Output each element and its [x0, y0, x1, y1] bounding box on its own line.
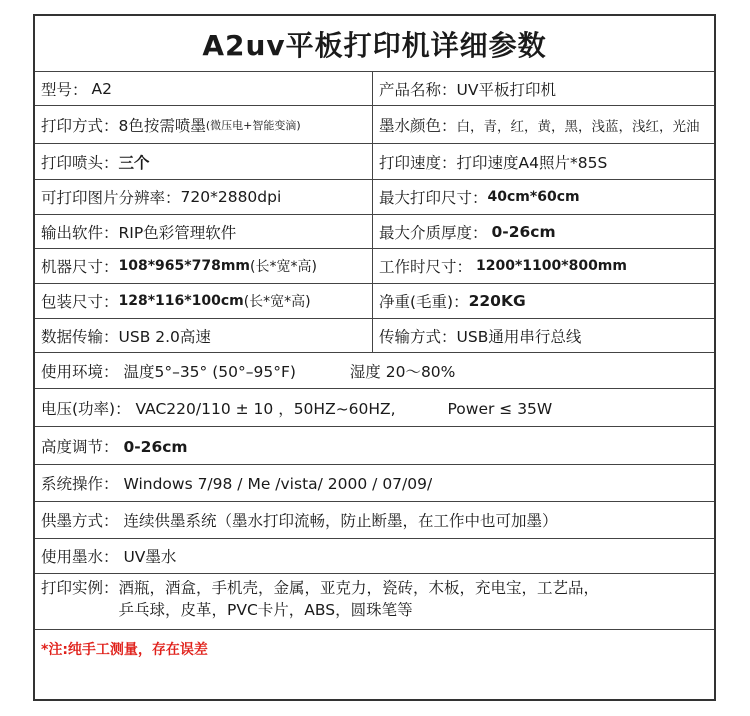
spec-row — [35, 249, 714, 284]
spec-value: 1200*1100*800mm — [476, 258, 627, 274]
spec-speed — [373, 144, 714, 179]
spec-value: 连续供墨系统（墨水打印流畅，防止断墨，在工作中也可加墨） — [123, 512, 558, 530]
spec-label: 机器尺寸： — [41, 258, 119, 276]
spec-value: Windows 7/98 / Me /vista/ 2000 / 07/09/ — [123, 475, 433, 493]
spec-value: 108*965*778mm — [118, 258, 251, 274]
spec-height-adjust — [35, 435, 188, 457]
spec-row — [35, 144, 714, 180]
spec-row-ink-supply — [35, 502, 714, 539]
spec-label: 高度调节： — [41, 437, 119, 456]
spec-ink-used — [35, 545, 176, 567]
spec-value: 温度5°–35° (50°–95°F) — [123, 362, 296, 381]
spec-label: 打印喷头： — [41, 153, 119, 172]
spec-examples — [35, 574, 599, 621]
spec-value: RIP色彩管理软件 — [118, 223, 237, 242]
spec-label: 传输方式： — [379, 327, 457, 346]
spec-value: UV平板打印机 — [456, 80, 556, 99]
spec-label: 系统操作： — [41, 475, 119, 493]
spec-examples-line: 酒瓶，酒盒，手机壳，金属，亚克力，瓷砖，木板，充电宝，工艺品， — [118, 579, 600, 597]
spec-label: 净重(毛重)： — [379, 293, 469, 311]
spec-value: 0-26cm — [491, 222, 556, 241]
spec-resolution — [35, 180, 373, 214]
spec-data-transfer — [35, 319, 373, 352]
spec-row — [35, 106, 714, 144]
spec-sheet — [33, 14, 716, 701]
page-title: A2uv平板打印机详细参数 — [35, 16, 714, 72]
spec-label: 电压(功率)： — [41, 399, 131, 418]
spec-label: 打印速度： — [379, 153, 457, 172]
spec-label: 工作时尺寸： — [379, 258, 473, 276]
spec-row — [35, 72, 714, 106]
spec-row-examples — [35, 574, 714, 630]
spec-value: A2 — [91, 79, 112, 98]
remark-note: *注:纯手工测量，存在误差 — [41, 641, 208, 658]
spec-max-print — [373, 180, 714, 214]
spec-environment — [35, 360, 455, 382]
spec-ink-supply — [35, 509, 557, 531]
spec-label: 打印实例： — [41, 579, 119, 597]
spec-value: 40cm*60cm — [487, 189, 580, 205]
spec-label: 使用环境： — [41, 362, 119, 381]
spec-max-thickness — [373, 215, 714, 248]
spec-power: Power ≤ 35W — [447, 399, 553, 418]
spec-value: 白，青，红，黄，黑，浅蓝，浅红，光油 — [456, 118, 700, 135]
spec-row — [35, 284, 714, 319]
spec-os — [35, 472, 432, 494]
spec-label: 打印方式： — [41, 116, 119, 135]
spec-model — [35, 72, 373, 105]
spec-examples-values — [119, 577, 600, 621]
spec-nozzle — [35, 144, 373, 179]
spec-unit: (长*宽*高) — [243, 294, 311, 310]
spec-voltage — [35, 397, 552, 419]
spec-label: 型号： — [41, 80, 88, 99]
spec-product-name — [373, 72, 714, 105]
spec-work-size — [373, 249, 714, 283]
spec-value: 三个 — [118, 153, 150, 172]
spec-label: 供墨方式： — [41, 512, 119, 530]
spec-row — [35, 215, 714, 249]
spec-label: 墨水颜色： — [379, 116, 457, 135]
spec-label: 最大介质厚度： — [379, 223, 488, 242]
spec-print-mode — [35, 106, 373, 143]
spec-row-os — [35, 465, 714, 502]
spec-humidity: 湿度 20～80% — [349, 362, 456, 381]
spec-value: USB通用串行总线 — [456, 327, 582, 346]
spec-row-voltage — [35, 389, 714, 427]
spec-label: 使用墨水： — [41, 548, 119, 566]
spec-label: 包装尺寸： — [41, 293, 119, 311]
spec-value: VAC220/110 ± 10 ，50HZ~60HZ, — [135, 399, 396, 418]
spec-value: 8色按需喷墨 — [118, 116, 206, 135]
spec-label: 输出软件： — [41, 223, 119, 242]
spec-value: 128*116*100cm — [118, 293, 244, 309]
spec-label: 产品名称： — [379, 80, 457, 99]
spec-label: 可打印图片分辨率： — [41, 189, 181, 207]
spec-ink-colors — [373, 106, 714, 143]
spec-value: 打印速度A4照片*85S — [456, 153, 608, 172]
spec-software — [35, 215, 373, 248]
spec-value: 720*2880dpi — [180, 188, 282, 206]
spec-examples-line: 乒乓球，皮革，PVC卡片，ABS，圆珠笔等 — [118, 601, 413, 619]
spec-machine-size — [35, 249, 373, 283]
spec-value: 220KG — [468, 292, 526, 310]
spec-row-remark — [35, 630, 714, 667]
spec-value: 0-26cm — [123, 437, 188, 456]
spec-value: UV墨水 — [123, 548, 177, 566]
spec-row — [35, 319, 714, 353]
spec-label: 最大打印尺寸： — [379, 189, 488, 207]
spec-row-ink-used — [35, 539, 714, 574]
spec-row-height — [35, 427, 714, 465]
spec-package-size — [35, 284, 373, 318]
spec-weight — [373, 284, 714, 318]
spec-row-environment — [35, 353, 714, 389]
spec-note: (微压电+智能变滴) — [205, 118, 301, 132]
spec-transfer-mode — [373, 319, 714, 352]
spec-label: 数据传输： — [41, 327, 119, 346]
spec-value: USB 2.0高速 — [118, 327, 211, 346]
spec-row — [35, 180, 714, 215]
spec-unit: (长*宽*高) — [250, 259, 317, 275]
